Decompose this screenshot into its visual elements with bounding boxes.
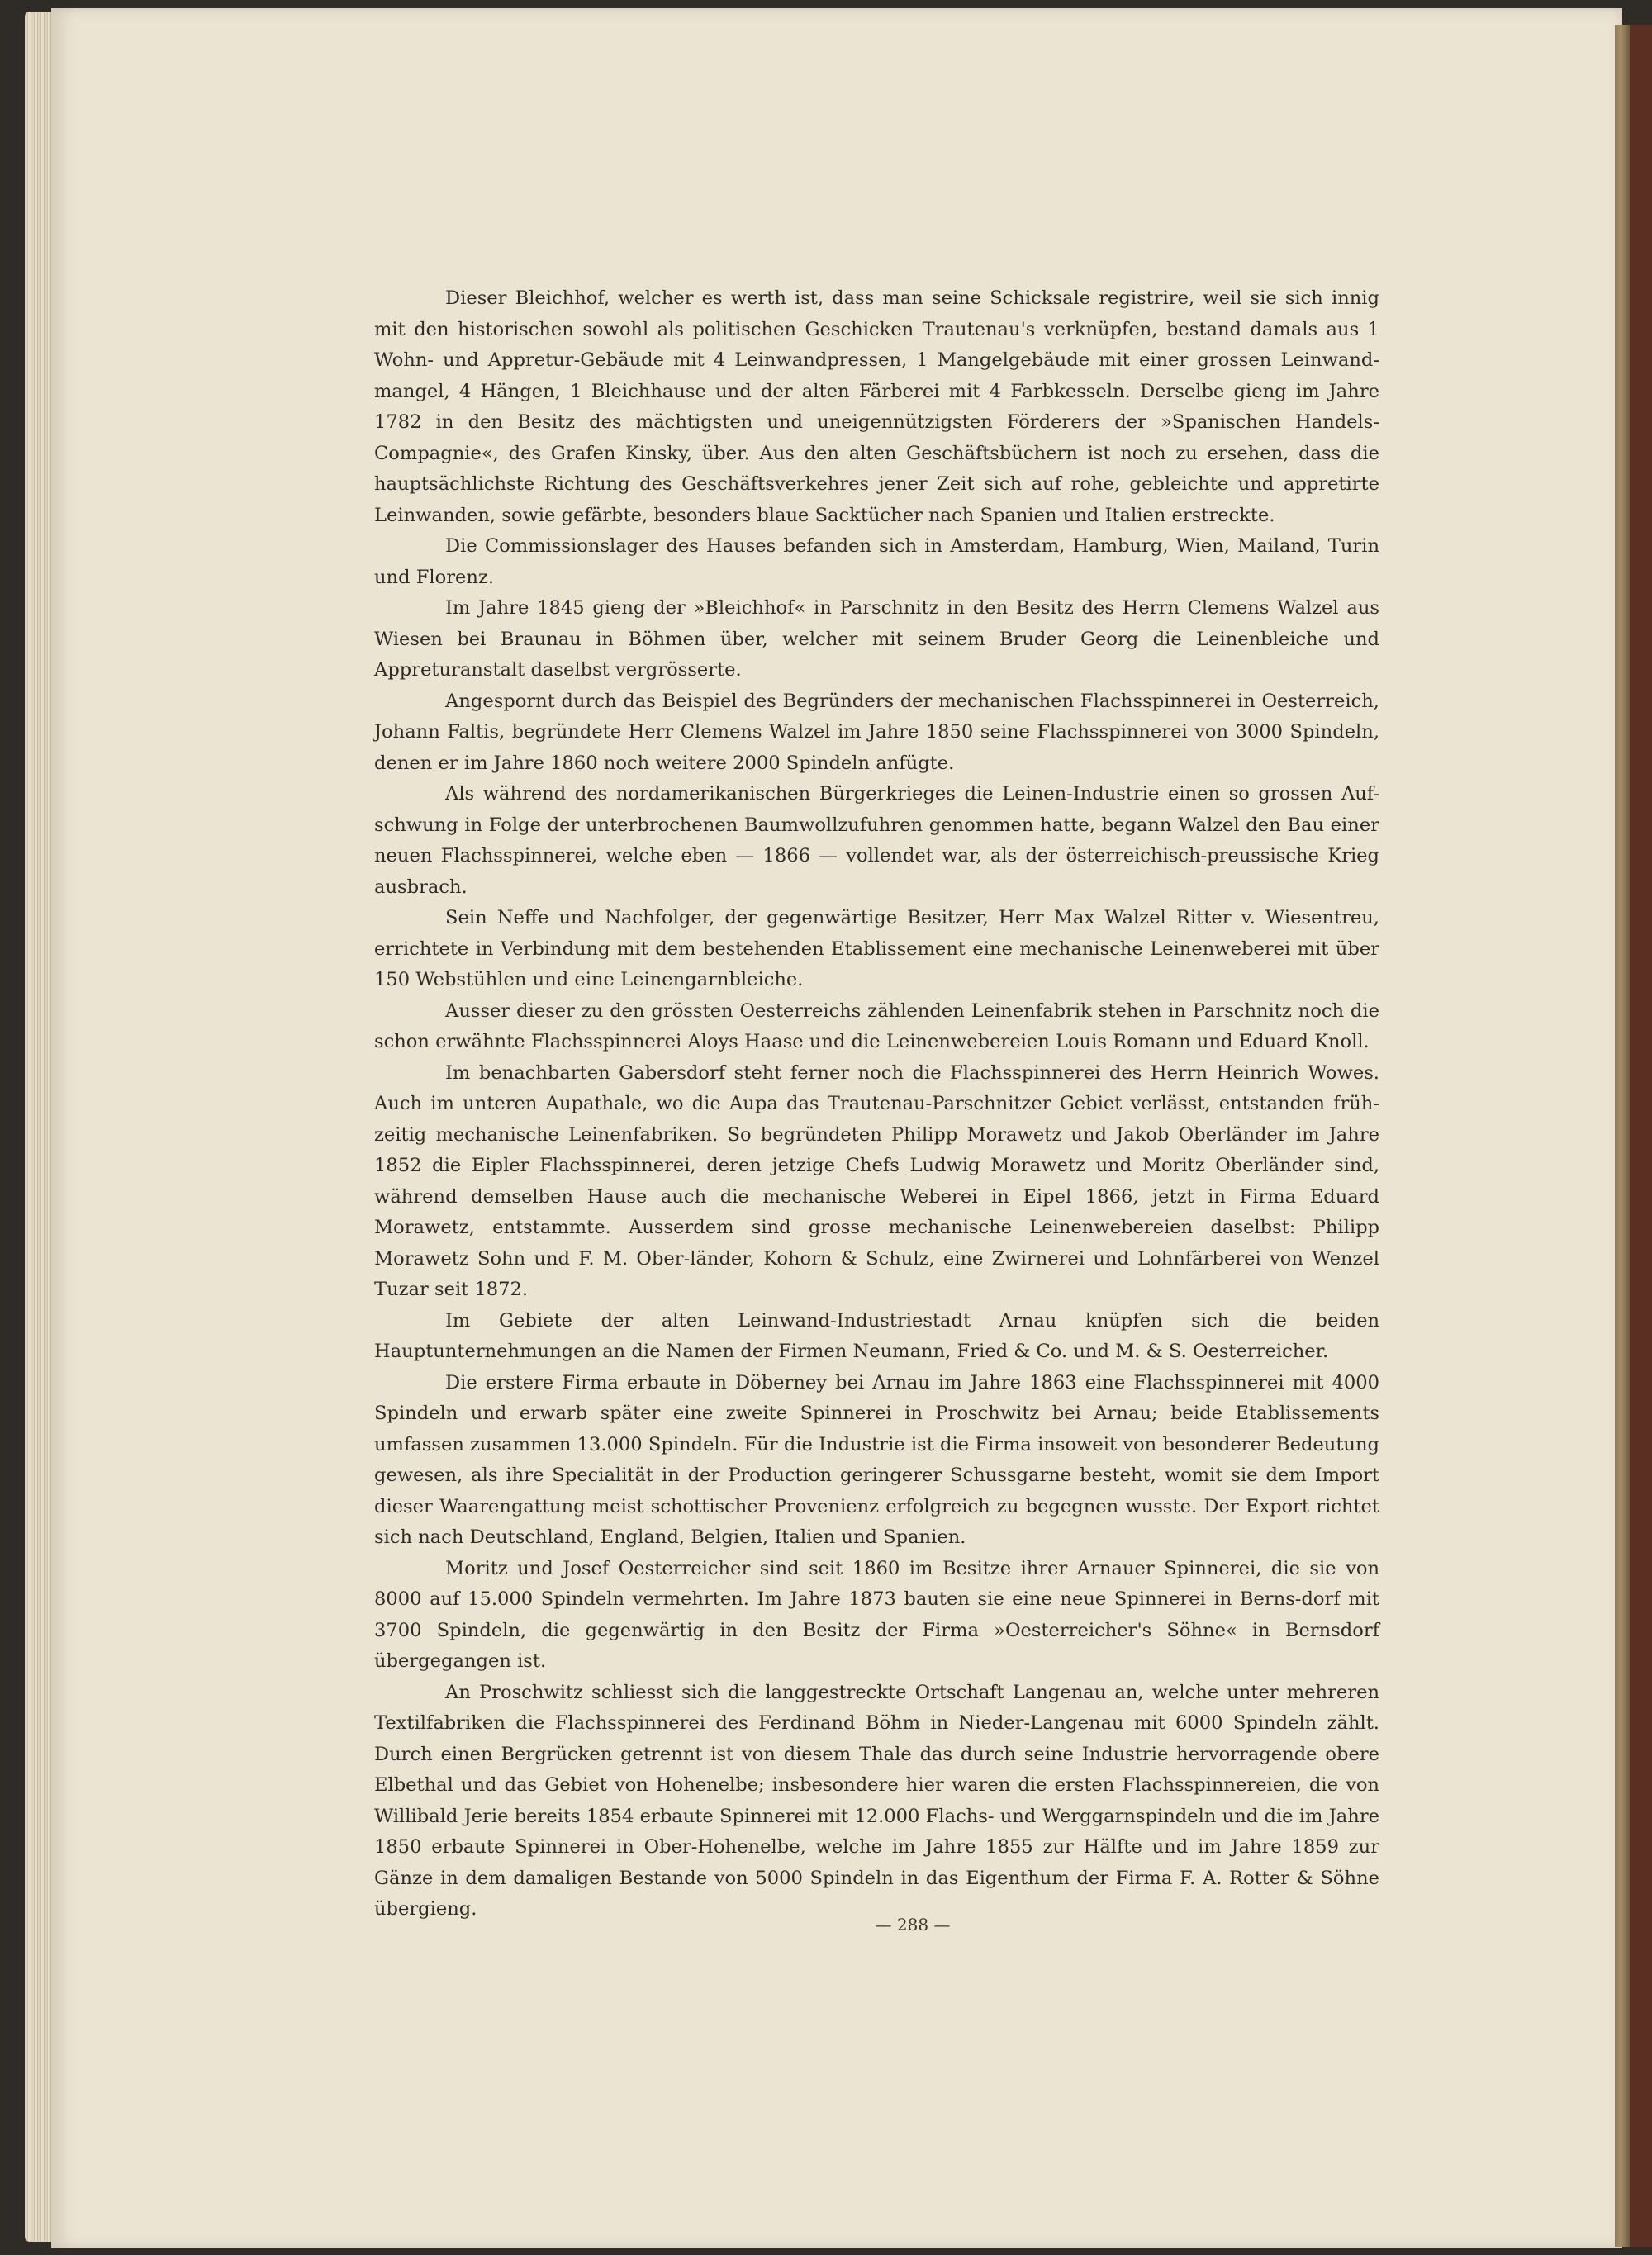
paragraph: Im Gebiete der alten Leinwand-Industriestadt Arnau knüpfen sich die beiden Hauptunternehmungen an die Namen der Firmen Neumann, Fried & Co. und M. & S. Oesterreicher. [374, 1309, 1379, 1362]
paragraph: Im Jahre 1845 gieng der »Bleichhof« in Parschnitz in den Besitz des Herrn Clemens Walzel aus Wiesen bei Braunau in Böhmen über, welcher mit seinem Bruder Georg die Leinenbleiche und Appreturanstalt daselbst vergrösserte. [374, 597, 1379, 681]
paragraph: Ausser dieser zu den grössten Oesterreichs zählenden Leinenfabrik stehen in Parschnitz noch die schon erwähnte Flachsspinnerei Aloys Haase und die Leinenwebereien Louis Romann und Eduard Knoll. [374, 999, 1379, 1052]
paragraph: Sein Neffe und Nachfolger, der gegenwärtige Besitzer, Herr Max Walzel Ritter v. Wiesentreu, errichtete in Verbindung mit dem bestehenden Etablissement eine mechanische Leinenweberei mit über 150 Webstühlen und eine Leinengarnbleiche. [374, 907, 1379, 990]
paragraph: Angespornt durch das Beispiel des Begründers der mechanischen Flachsspinnerei in Oesterreich, Johann Faltis, begründete Herr Clemens Walzel im Jahre 1850 seine Flachsspinnerei von 3000 Spindeln, denen er im Jahre 1860 noch weitere 2000 Spindeln anfügte. [374, 690, 1379, 774]
paragraph: Die erstere Firma erbaute in Döberney bei Arnau im Jahre 1863 eine Flachsspinnerei mit 4000 Spindeln und erwarb später eine zweite Spinnerei in Proschwitz bei Arnau; beide Etablissements umfassen zusammen 13.000 Spindeln. Für die Industrie ist die Firma insoweit von besonderer Bedeutung gewesen, als ihre Specialität in der Production geringerer Schussgarne besteht, womit sie dem Import dieser Waarengattung meist schottischer Provenienz erfolgreich zu begegnen wusste. Der Export richtet sich nach Deutschland, England, Belgien, Italien und Spanien. [374, 1371, 1379, 1548]
paragraph: Moritz und Josef Oesterreicher sind seit 1860 im Besitze ihrer Arnauer Spinnerei, die sie von 8000 auf 15.000 Spindeln vermehrten. Im Jahre 1873 bauten sie eine neue Spinnerei in Berns-dorf mit 3700 Spindeln, die gegenwärtig in den Besitz der Firma »Oesterreicher's Söhne« in Bernsdorf übergegangen ist. [374, 1557, 1379, 1672]
right-page-edge [1615, 25, 1630, 2247]
paragraph: An Proschwitz schliesst sich die langgestreckte Ortschaft Langenau an, welche unter mehreren Textilfabriken die Flachsspinnerei des Ferdinand Böhm in Nieder-Langenau mit 6000 Spindeln zählt. Durch einen Bergrücken getrennt ist von diesem Thale das durch seine Industrie hervorragende obere Elbethal und das Gebiet von Hohenelbe; insbesondere hier waren die ersten Flachsspinnereien, die von Willibald Jerie bereits 1854 erbaute Spinnerei mit 12.000 Flachs- und Werggarnspindeln und die im Jahre 1850 erbaute Spinnerei in Ober-Hohenelbe, welche im Jahre 1855 zur Hälfte und im Jahre 1859 zur Gänze in dem damaligen Bestande von 5000 Spindeln in das Eigenthum der Firma F. A. Rotter & Söhne übergieng. [374, 1681, 1379, 1920]
paragraph: Dieser Bleichhof, welcher es werth ist, dass man seine Schicksale registrire, weil sie sich innig mit den historischen sowohl als politischen Geschicken Trautenau's verknüpfen, bestand damals aus 1 Wohn- und Appretur-Gebäude mit 4 Leinwandpressen, 1 Mangelgebäude mit einer grossen Leinwand-mangel, 4 Hängen, 1 Bleichhause und der alten Färberei mit 4 Farbkesseln. Derselbe gieng im Jahre 1782 in den Besitz des mächtigsten und uneigennützigsten Förderers der »Spanischen Handels-Compagnie«, des Grafen Kinsky, über. Aus den alten Geschäftsbüchern ist noch zu ersehen, dass die hauptsächlichste Richtung des Geschäftsverkehres jener Zeit sich auf rohe, gebleichte und appretirte Leinwanden, sowie gefärbte, besonders blaue Sacktücher nach Spanien und Italien erstreckte. [374, 287, 1379, 526]
page-number: — 288 — [875, 1915, 951, 1935]
paragraph: Die Commissionslager des Hauses befanden sich in Amsterdam, Hamburg, Wien, Mailand, Turin und Florenz. [374, 535, 1379, 588]
paragraph: Im benachbarten Gabersdorf steht ferner noch die Flachsspinnerei des Herrn Heinrich Wowes. Auch im unteren Aupathale, wo die Aupa das Trautenau-Parschnitzer Gebiet verlässt, entstanden früh-zeitig mechanische Leinenfabriken. So begründeten Philipp Morawetz und Jakob Oberländer im Jahre 1852 die Eipler Flachsspinnerei, deren jetzige Chefs Ludwig Morawetz und Moritz Oberländer sind, während demselben Hause auch die mechanische Weberei in Eipel 1866, jetzt in Firma Eduard Morawetz, entstammte. Ausserdem sind grosse mechanische Leinenwebereien daselbst: Philipp Morawetz Sohn und F. M. Ober-länder, Kohorn & Schulz, eine Zwirnerei und Lohnfärberei von Wenzel Tuzar seit 1872. [374, 1061, 1379, 1300]
body-text [374, 283, 1379, 1925]
binding-strip [1630, 25, 1652, 2247]
paragraph: Als während des nordamerikanischen Bürgerkrieges die Leinen-Industrie einen so grossen Auf-schwung in Folge der unterbrochenen Baumwollzufuhren genommen hatte, begann Walzel den Bau einer neuen Flachsspinnerei, welche eben — 1866 — vollendet war, als der österreichisch-preussische Krieg ausbrach. [374, 783, 1379, 898]
